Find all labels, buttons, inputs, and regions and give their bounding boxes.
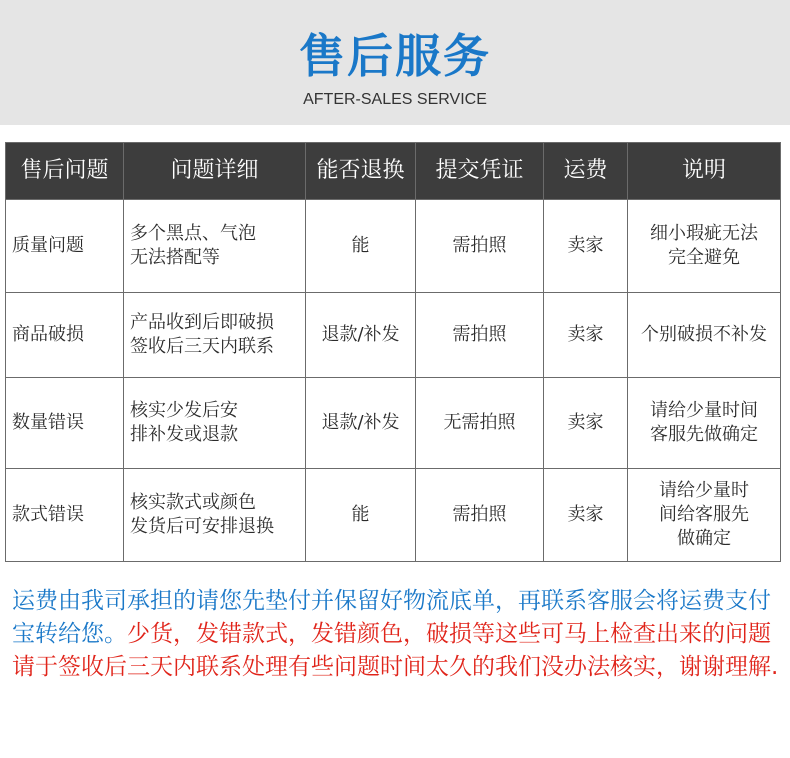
column-header: 能否退换 (306, 143, 416, 200)
returnable-cell: 能 (306, 200, 416, 293)
returnable-cell: 能 (306, 469, 416, 562)
table-row (6, 293, 781, 378)
issue-cell: 质量问题 (6, 200, 124, 293)
note-cell: 请给少量时 间给客服先 做确定 (628, 469, 781, 562)
detail-cell: 产品收到后即破损 签收后三天内联系 (124, 293, 306, 378)
detail-cell: 核实款式或颜色 发货后可安排退换 (124, 469, 306, 562)
shipping-cell: 卖家 (544, 293, 628, 378)
column-header: 售后问题 (6, 143, 124, 200)
shipping-cell: 卖家 (544, 469, 628, 562)
issue-cell: 商品破损 (6, 293, 124, 378)
proof-cell: 需拍照 (416, 293, 544, 378)
page-subtitle: AFTER-SALES SERVICE (303, 91, 487, 108)
detail-cell: 核实少发后安 排补发或退款 (124, 378, 306, 469)
proof-cell: 需拍照 (416, 469, 544, 562)
note-cell: 个别破损不补发 (628, 293, 781, 378)
issue-cell: 数量错误 (6, 378, 124, 469)
table-row (6, 200, 781, 293)
notice-red-text: 少货，发错款式，发错颜色，破损等这些可马上检查出来的问题请于签收后三天内联系处理有些问题时间太久的我们没办法核实，谢谢理解. (12, 621, 779, 680)
page-title: 售后服务 (299, 29, 491, 83)
issue-cell: 款式错误 (6, 469, 124, 562)
shipping-cell: 卖家 (544, 200, 628, 293)
notice-blue-text: 运费由我司承担的请您先垫付并保留好物流底单，再联系客服会将运费支付宝转给您。 (12, 588, 771, 647)
column-header: 说明 (628, 143, 781, 200)
header-banner (0, 0, 790, 125)
note-cell: 细小瑕疵无法 完全避免 (628, 200, 781, 293)
detail-cell: 多个黑点、气泡 无法搭配等 (124, 200, 306, 293)
note-cell: 请给少量时间 客服先做确定 (628, 378, 781, 469)
after-sales-table (5, 142, 781, 562)
shipping-cell: 卖家 (544, 378, 628, 469)
returnable-cell: 退款/补发 (306, 293, 416, 378)
returnable-cell: 退款/补发 (306, 378, 416, 469)
column-header: 问题详细 (124, 143, 306, 200)
table-header-row (6, 143, 781, 200)
proof-cell: 无需拍照 (416, 378, 544, 469)
shipping-notice (12, 585, 782, 684)
column-header: 运费 (544, 143, 628, 200)
table-row (6, 469, 781, 562)
proof-cell: 需拍照 (416, 200, 544, 293)
column-header: 提交凭证 (416, 143, 544, 200)
table-row (6, 378, 781, 469)
